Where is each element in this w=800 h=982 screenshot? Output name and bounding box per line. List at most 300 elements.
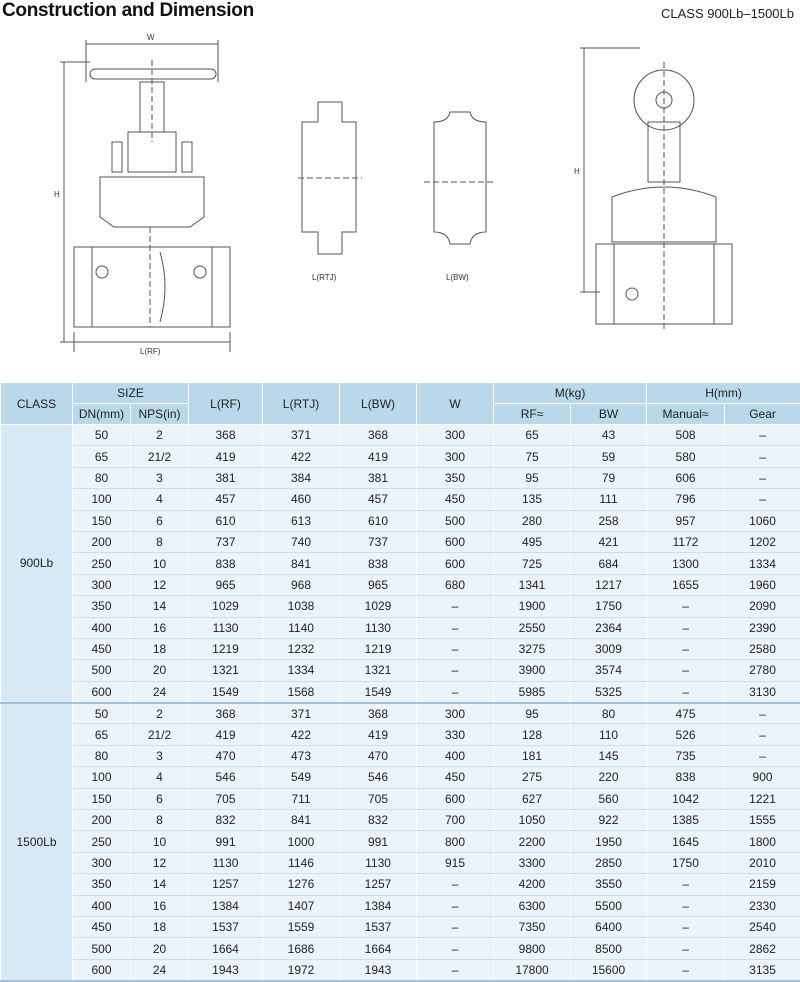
table-cell: –: [417, 681, 494, 702]
table-cell: 2090: [725, 596, 800, 617]
table-cell: 1130: [189, 617, 263, 638]
table-cell: 457: [189, 489, 263, 510]
table-cell: 422: [263, 446, 340, 467]
table-cell: 371: [263, 703, 340, 724]
header-gear: Gear: [725, 404, 800, 425]
table-cell: 1664: [189, 938, 263, 959]
table-cell: 1276: [263, 874, 340, 895]
table-cell: 4: [131, 767, 189, 788]
table-cell: 1960: [725, 574, 800, 595]
valve-drawings-svg: [0, 22, 800, 377]
table-cell: 381: [189, 467, 263, 488]
table-row: [1, 852, 800, 873]
table-cell: 220: [571, 767, 647, 788]
table-cell: 368: [340, 703, 417, 724]
table-cell: 3900: [494, 660, 571, 681]
table-cell: 549: [263, 767, 340, 788]
table-cell: 700: [417, 810, 494, 831]
table-cell: 1000: [263, 831, 340, 852]
table-cell: 1537: [340, 916, 417, 937]
table-cell: 508: [647, 425, 725, 446]
table-cell: 1800: [725, 831, 800, 852]
table-cell: 1950: [571, 831, 647, 852]
table-cell: 838: [647, 767, 725, 788]
table-cell: 1549: [189, 681, 263, 702]
table-cell: 16: [131, 617, 189, 638]
table-cell: 832: [340, 810, 417, 831]
header-bw: BW: [571, 404, 647, 425]
table-cell: 1321: [189, 660, 263, 681]
table-cell: 610: [189, 510, 263, 531]
table-cell: 275: [494, 767, 571, 788]
rtj-end-drawing: [298, 102, 362, 254]
table-cell: –: [647, 916, 725, 937]
table-cell: 1384: [189, 895, 263, 916]
table-cell: 3574: [571, 660, 647, 681]
table-cell: 1972: [263, 959, 340, 980]
table-cell: 300: [73, 852, 131, 873]
construction-drawing: [0, 22, 800, 377]
table-cell: 546: [340, 767, 417, 788]
table-cell: 1221: [725, 788, 800, 809]
table-cell: 500: [417, 510, 494, 531]
table-cell: –: [417, 959, 494, 980]
table-row: [1, 938, 800, 959]
table-cell: 832: [189, 810, 263, 831]
table-cell: 922: [571, 810, 647, 831]
table-cell: –: [417, 617, 494, 638]
table-cell: 1130: [189, 852, 263, 873]
table-row: [1, 510, 800, 531]
table-cell: –: [647, 638, 725, 659]
table-cell: 1341: [494, 574, 571, 595]
table-cell: 473: [263, 745, 340, 766]
header-l-rtj: L(RTJ): [263, 383, 340, 425]
table-cell: 80: [73, 467, 131, 488]
table-cell: 3300: [494, 852, 571, 873]
table-cell: 737: [340, 531, 417, 552]
header-l-bw: L(BW): [340, 383, 417, 425]
table-cell: 2330: [725, 895, 800, 916]
table-cell: 21/2: [131, 446, 189, 467]
table-cell: 330: [417, 724, 494, 745]
table-cell: 368: [189, 703, 263, 724]
table-cell: 1050: [494, 810, 571, 831]
table-cell: 1060: [725, 510, 800, 531]
table-cell: 5500: [571, 895, 647, 916]
table-cell: 1686: [263, 938, 340, 959]
table-cell: 2550: [494, 617, 571, 638]
table-cell: 15600: [571, 959, 647, 980]
table-cell: 350: [73, 874, 131, 895]
table-cell: 1664: [340, 938, 417, 959]
table-cell: 128: [494, 724, 571, 745]
table-cell: 1202: [725, 531, 800, 552]
table-cell: 627: [494, 788, 571, 809]
table-cell: 419: [340, 446, 417, 467]
table-cell: 4: [131, 489, 189, 510]
table-cell: 6: [131, 510, 189, 531]
table-cell: –: [417, 895, 494, 916]
table-cell: 1029: [340, 596, 417, 617]
table-cell: 95: [494, 703, 571, 724]
table-cell: 560: [571, 788, 647, 809]
header-nps: NPS(in): [131, 404, 189, 425]
table-cell: 2580: [725, 638, 800, 659]
table-cell: 75: [494, 446, 571, 467]
table-cell: 600: [417, 553, 494, 574]
table-cell: 500: [73, 938, 131, 959]
table-cell: 1146: [263, 852, 340, 873]
table-cell: 3135: [725, 959, 800, 980]
table-cell: 258: [571, 510, 647, 531]
table-cell: 300: [417, 703, 494, 724]
table-row: [1, 895, 800, 916]
table-cell: 965: [340, 574, 417, 595]
table-cell: –: [725, 724, 800, 745]
table-cell: 600: [73, 959, 131, 980]
table-cell: 5985: [494, 681, 571, 702]
table-cell: 800: [417, 831, 494, 852]
table-cell: –: [725, 489, 800, 510]
table-cell: 1549: [340, 681, 417, 702]
table-cell: –: [647, 938, 725, 959]
table-cell: 181: [494, 745, 571, 766]
table-cell: 422: [263, 724, 340, 745]
table-cell: 1385: [647, 810, 725, 831]
table-cell: 419: [189, 446, 263, 467]
table-row: [1, 724, 800, 745]
table-cell: 3: [131, 745, 189, 766]
header-h: H(mm): [647, 383, 800, 404]
dimension-table: [0, 382, 800, 982]
table-cell: –: [725, 425, 800, 446]
table-body: [1, 425, 800, 981]
table-cell: 600: [73, 681, 131, 702]
table-cell: 8: [131, 531, 189, 552]
table-cell: –: [647, 617, 725, 638]
label-rf: L(RF): [140, 347, 161, 356]
table-row: [1, 489, 800, 510]
table-cell: 8: [131, 810, 189, 831]
table-cell: 1900: [494, 596, 571, 617]
table-cell: 957: [647, 510, 725, 531]
table-row: [1, 810, 800, 831]
table-cell: 384: [263, 467, 340, 488]
table-cell: 43: [571, 425, 647, 446]
header-class: CLASS: [1, 383, 73, 425]
table-cell: 1257: [189, 874, 263, 895]
dim-w-label: W: [147, 33, 155, 42]
table-cell: 1042: [647, 788, 725, 809]
table-row: [1, 638, 800, 659]
class-cell: 1500Lb: [1, 703, 73, 981]
table-cell: 838: [189, 553, 263, 574]
table-cell: –: [647, 959, 725, 980]
table-row: [1, 660, 800, 681]
table-cell: 95: [494, 467, 571, 488]
table-cell: –: [417, 596, 494, 617]
table-cell: 838: [340, 553, 417, 574]
table-cell: 475: [647, 703, 725, 724]
table-cell: 300: [417, 446, 494, 467]
gear-valve-drawing: [580, 48, 732, 332]
label-rtj: L(RTJ): [312, 273, 337, 282]
table-cell: 2: [131, 425, 189, 446]
table-cell: 18: [131, 916, 189, 937]
table-cell: 50: [73, 703, 131, 724]
table-cell: 1750: [571, 596, 647, 617]
table-cell: 20: [131, 660, 189, 681]
table-cell: 2862: [725, 938, 800, 959]
table-cell: 737: [189, 531, 263, 552]
table-cell: 1407: [263, 895, 340, 916]
table-cell: 1750: [647, 852, 725, 873]
table-row: [1, 745, 800, 766]
table-cell: 968: [263, 574, 340, 595]
table-cell: 1555: [725, 810, 800, 831]
header-w: W: [417, 383, 494, 425]
table-cell: 450: [73, 638, 131, 659]
table-cell: 135: [494, 489, 571, 510]
table-cell: 368: [340, 425, 417, 446]
table-cell: 100: [73, 489, 131, 510]
table-cell: 900: [725, 767, 800, 788]
table-cell: –: [725, 467, 800, 488]
table-cell: 250: [73, 831, 131, 852]
table-cell: –: [725, 745, 800, 766]
table-row: [1, 831, 800, 852]
table-cell: 400: [417, 745, 494, 766]
table-cell: 796: [647, 489, 725, 510]
table-row: [1, 959, 800, 980]
table-row: [1, 916, 800, 937]
table-cell: 495: [494, 531, 571, 552]
table-cell: 450: [417, 767, 494, 788]
table-cell: 150: [73, 788, 131, 809]
header-size: SIZE: [73, 383, 189, 404]
table-cell: 1300: [647, 553, 725, 574]
table-cell: 1038: [263, 596, 340, 617]
class-range-label: CLASS 900Lb–1500Lb: [661, 6, 794, 21]
table-cell: 711: [263, 788, 340, 809]
table-row: [1, 553, 800, 574]
table-cell: 1029: [189, 596, 263, 617]
table-cell: 300: [417, 425, 494, 446]
header-m: M(kg): [494, 383, 647, 404]
table-cell: 381: [340, 467, 417, 488]
table-cell: –: [647, 660, 725, 681]
table-cell: –: [647, 681, 725, 702]
table-cell: 79: [571, 467, 647, 488]
table-cell: 80: [571, 703, 647, 724]
table-cell: 110: [571, 724, 647, 745]
table-cell: 6: [131, 788, 189, 809]
table-cell: 1943: [340, 959, 417, 980]
table-cell: 3009: [571, 638, 647, 659]
header-rf: RF≈: [494, 404, 571, 425]
table-cell: 2010: [725, 852, 800, 873]
class-cell: 900Lb: [1, 425, 73, 703]
table-row: [1, 767, 800, 788]
table-cell: 915: [417, 852, 494, 873]
table-cell: 526: [647, 724, 725, 745]
table-cell: 5325: [571, 681, 647, 702]
table-cell: 740: [263, 531, 340, 552]
table-cell: 600: [417, 531, 494, 552]
table-cell: 100: [73, 767, 131, 788]
table-cell: 65: [73, 446, 131, 467]
table-cell: –: [647, 596, 725, 617]
table-cell: 14: [131, 596, 189, 617]
table-cell: –: [417, 660, 494, 681]
table-cell: 1568: [263, 681, 340, 702]
table-cell: 725: [494, 553, 571, 574]
table-cell: 9800: [494, 938, 571, 959]
table-cell: 3275: [494, 638, 571, 659]
table-cell: 1219: [189, 638, 263, 659]
table-cell: 59: [571, 446, 647, 467]
table-cell: 1219: [340, 638, 417, 659]
table-cell: 2: [131, 703, 189, 724]
dim-h-right-label: H: [574, 167, 580, 176]
table-cell: 3550: [571, 874, 647, 895]
table-row: [1, 874, 800, 895]
table-cell: 7350: [494, 916, 571, 937]
table-cell: 450: [73, 916, 131, 937]
table-cell: 1559: [263, 916, 340, 937]
table-cell: 735: [647, 745, 725, 766]
table-cell: 10: [131, 553, 189, 574]
table-cell: 1140: [263, 617, 340, 638]
table-cell: 546: [189, 767, 263, 788]
table-cell: 2780: [725, 660, 800, 681]
table-cell: 965: [189, 574, 263, 595]
table-cell: 684: [571, 553, 647, 574]
table-cell: 8500: [571, 938, 647, 959]
table-cell: 2364: [571, 617, 647, 638]
table-cell: 991: [340, 831, 417, 852]
table-cell: 421: [571, 531, 647, 552]
table-row: [1, 574, 800, 595]
table-cell: 1130: [340, 852, 417, 873]
table-cell: 841: [263, 810, 340, 831]
table-cell: 1217: [571, 574, 647, 595]
table-cell: 3130: [725, 681, 800, 702]
table-cell: 991: [189, 831, 263, 852]
dim-h-left-label: H: [54, 190, 60, 199]
table-cell: 1172: [647, 531, 725, 552]
table-cell: 1645: [647, 831, 725, 852]
table-cell: 613: [263, 510, 340, 531]
table-cell: 2540: [725, 916, 800, 937]
table-cell: 145: [571, 745, 647, 766]
label-bw: L(BW): [446, 273, 469, 282]
table-cell: 20: [131, 938, 189, 959]
table-cell: –: [725, 703, 800, 724]
table-cell: 17800: [494, 959, 571, 980]
table-cell: 1537: [189, 916, 263, 937]
table-cell: 2850: [571, 852, 647, 873]
table-cell: 610: [340, 510, 417, 531]
table-cell: 400: [73, 617, 131, 638]
table-cell: –: [417, 638, 494, 659]
table-row: [1, 617, 800, 638]
table-row: [1, 425, 800, 446]
table-cell: 705: [189, 788, 263, 809]
table-cell: –: [417, 938, 494, 959]
table-cell: 705: [340, 788, 417, 809]
table-cell: 1334: [263, 660, 340, 681]
table-cell: 18: [131, 638, 189, 659]
table-cell: 470: [189, 745, 263, 766]
table-cell: 2159: [725, 874, 800, 895]
table-row: [1, 596, 800, 617]
table-cell: 80: [73, 745, 131, 766]
table-cell: 24: [131, 959, 189, 980]
table-cell: –: [647, 874, 725, 895]
table-cell: 65: [73, 724, 131, 745]
table-cell: 1334: [725, 553, 800, 574]
table-cell: 12: [131, 574, 189, 595]
table-cell: –: [417, 916, 494, 937]
bw-end-drawing: [424, 112, 496, 244]
table-cell: 111: [571, 489, 647, 510]
table-cell: 4200: [494, 874, 571, 895]
table-cell: 24: [131, 681, 189, 702]
table-cell: 2200: [494, 831, 571, 852]
table-cell: 16: [131, 895, 189, 916]
table-cell: 10: [131, 831, 189, 852]
table-cell: 300: [73, 574, 131, 595]
table-row: [1, 531, 800, 552]
header-l-rf: L(RF): [189, 383, 263, 425]
table-cell: 350: [417, 467, 494, 488]
table-cell: 6400: [571, 916, 647, 937]
table-cell: 200: [73, 531, 131, 552]
table-cell: –: [417, 874, 494, 895]
table-cell: 150: [73, 510, 131, 531]
table-cell: 450: [417, 489, 494, 510]
table-cell: 606: [647, 467, 725, 488]
table-row: [1, 703, 800, 724]
table-row: [1, 681, 800, 702]
table-row: [1, 446, 800, 467]
table-cell: 470: [340, 745, 417, 766]
table-row: [1, 788, 800, 809]
table-cell: 14: [131, 874, 189, 895]
table-cell: –: [647, 895, 725, 916]
table-cell: 500: [73, 660, 131, 681]
table-cell: 6300: [494, 895, 571, 916]
table-cell: 250: [73, 553, 131, 574]
table-row: [1, 467, 800, 488]
page-title: Construction and Dimension: [2, 0, 254, 22]
table-cell: 1655: [647, 574, 725, 595]
header-manual: Manual≈: [647, 404, 725, 425]
table-cell: 400: [73, 895, 131, 916]
table-cell: 2390: [725, 617, 800, 638]
header-dn: DN(mm): [73, 404, 131, 425]
table-cell: 3: [131, 467, 189, 488]
handwheel-valve-drawing: [60, 40, 230, 352]
table-cell: 371: [263, 425, 340, 446]
table-cell: 841: [263, 553, 340, 574]
table-cell: 419: [340, 724, 417, 745]
table-cell: 1257: [340, 874, 417, 895]
table-cell: 368: [189, 425, 263, 446]
table-cell: 1232: [263, 638, 340, 659]
